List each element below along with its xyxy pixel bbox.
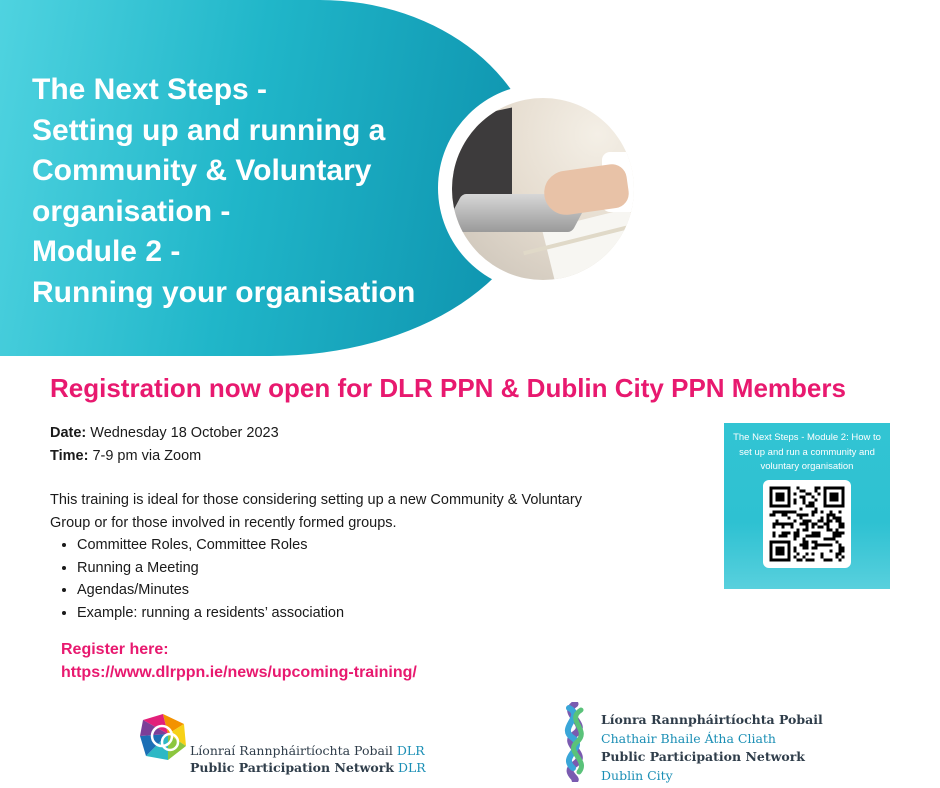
- intro-line: This training is ideal for those considering setting up a new Community & Voluntary: [50, 492, 582, 508]
- list-item: • Committee Roles, Committee Roles: [77, 534, 670, 557]
- list-item: • Agendas/Minutes: [77, 579, 670, 602]
- hero-title-line: Setting up and running a: [32, 113, 386, 147]
- intro-paragraph: [50, 489, 670, 534]
- dc-logo-line3: Public Participation Network: [601, 749, 805, 764]
- qr-caption: [724, 423, 890, 475]
- dlr-logo-line2-accent: DLR: [393, 760, 426, 775]
- register-link[interactable]: https://www.dlrppn.ie/news/upcoming-training/: [61, 664, 417, 681]
- hero-title-line: The Next Steps -: [32, 73, 268, 106]
- hero-title: [32, 70, 472, 313]
- time-value: 7-9 pm via Zoom: [88, 447, 202, 464]
- qr-caption-line: set up and run a community and: [739, 446, 875, 458]
- dlr-ppn-logo-mark-icon: [138, 712, 188, 762]
- dublin-city-ppn-logo-mark-icon: [555, 702, 595, 782]
- dlr-logo-line2: Public Participation Network: [190, 760, 394, 775]
- dublin-city-ppn-logo: [555, 702, 855, 784]
- register-label: Register here:: [61, 641, 169, 658]
- dc-logo-line4: Dublin City: [601, 767, 673, 783]
- date-value: Wednesday 18 October 2023: [86, 425, 279, 441]
- hero-title-line: organisation -: [32, 194, 231, 228]
- list-item: • Running a Meeting: [77, 557, 670, 580]
- qr-code-icon[interactable]: [763, 480, 851, 568]
- topic-list: [50, 534, 670, 624]
- dlr-logo-line1: Líonraí Rannpháirtíochta Pobail: [190, 743, 393, 758]
- intro-line: Group or for those involved in recently formed groups.: [50, 514, 397, 531]
- dublin-city-ppn-logo-text: [601, 711, 823, 785]
- qr-code-graphic: [763, 480, 851, 568]
- dlr-ppn-logo-text: [190, 742, 426, 776]
- hero-title-line: Running your organisation: [32, 275, 416, 309]
- registration-headline: Registration now open for DLR PPN & Dublin City PPN Members: [50, 373, 846, 403]
- dc-logo-line1: Líonra Rannpháirtíochta Pobail: [601, 712, 823, 727]
- event-details: [50, 422, 670, 624]
- date-line: [50, 422, 670, 445]
- time-label: Time:: [50, 447, 89, 464]
- qr-card: [724, 423, 890, 589]
- dlr-ppn-logo: [138, 712, 458, 778]
- dc-logo-line2: Chathair Bhaile Átha Cliath: [601, 730, 776, 746]
- time-line: [50, 445, 670, 468]
- qr-caption-line: voluntary organisation: [760, 461, 854, 472]
- register-block: [61, 638, 417, 684]
- laptop-typing-photo: [452, 98, 634, 280]
- hero-title-line: Community & Voluntary: [32, 154, 372, 187]
- hero-title-line: Module 2 -: [32, 235, 181, 268]
- list-item: • Example: running a residents’ association: [77, 602, 670, 625]
- dlr-logo-line1-accent: DLR: [392, 743, 425, 758]
- date-label: Date:: [50, 425, 87, 441]
- qr-caption-line: The Next Steps - Module 2: How to: [733, 432, 881, 443]
